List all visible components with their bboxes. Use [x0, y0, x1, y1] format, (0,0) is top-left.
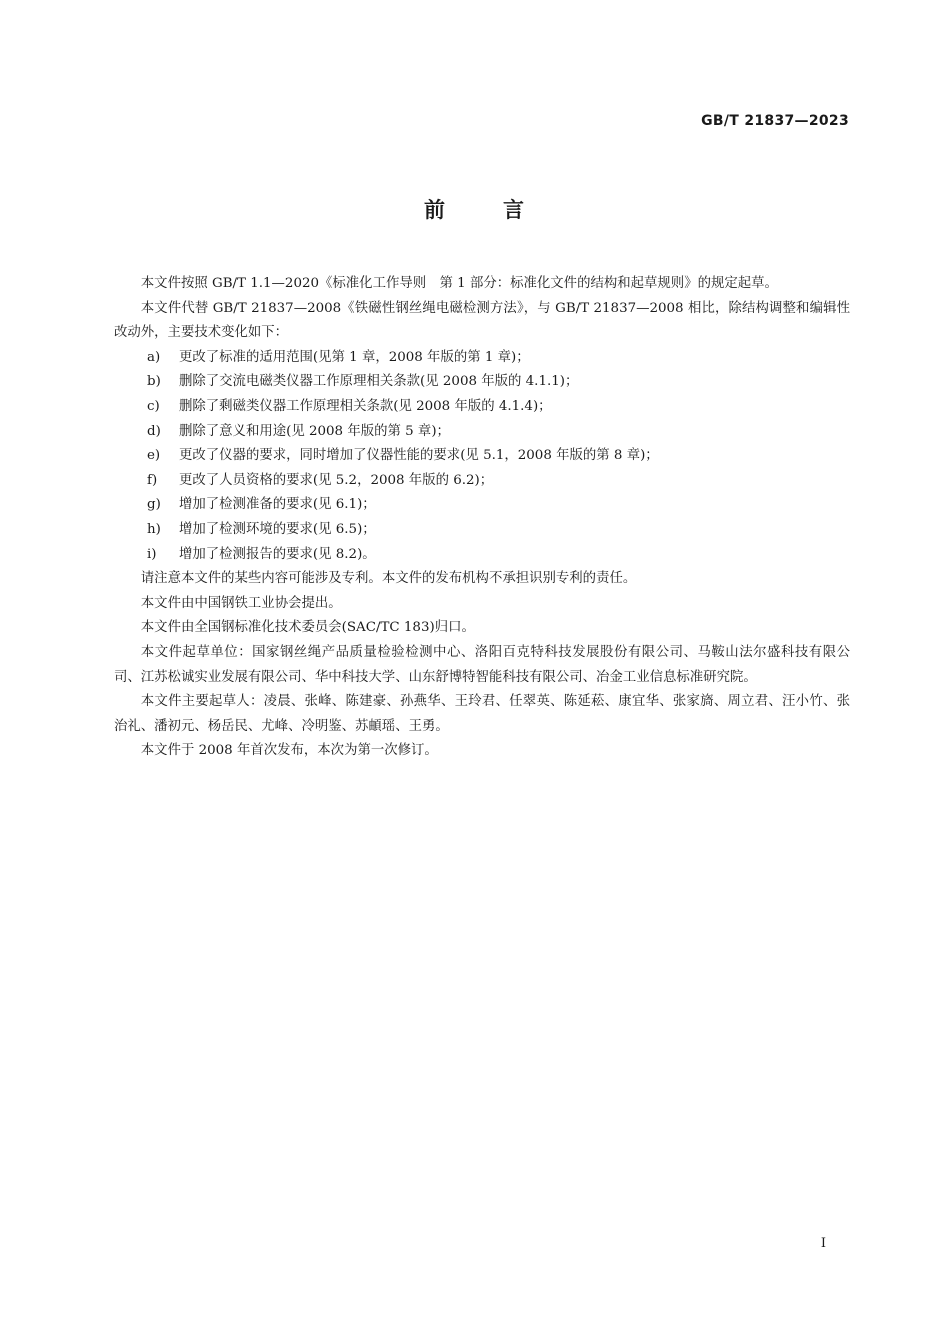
- list-marker: a): [147, 349, 161, 365]
- paragraph-drafting-rules: 本文件按照 GB/T 1.1—2020《标准化工作导则 第 1 部分：标准化文件的结构和起草规则》的规定起草。: [140, 276, 778, 291]
- page-number: I: [820, 1236, 826, 1251]
- list-marker: e): [147, 448, 161, 464]
- list-marker: i): [147, 546, 157, 562]
- list-item: [114, 370, 850, 395]
- list-marker: b): [147, 374, 161, 390]
- paragraph-patent-notice: 请注意本文件的某些内容可能涉及专利。本文件的发布机构不承担识别专利的责任。: [140, 571, 637, 587]
- changes-list: [114, 346, 850, 567]
- list-text: 删除了剩磁类仪器工作原理相关条款(见 2008 年版的 4.1.4)；: [179, 398, 552, 414]
- list-item: [114, 346, 850, 371]
- list-item: [114, 518, 850, 543]
- list-item: [114, 469, 850, 494]
- paragraph-history: 本文件于 2008 年首次发布，本次为第一次修订。: [140, 743, 438, 759]
- paragraph-replacement: 本文件代替 GB/T 21837—2008《铁磁性钢丝绳电磁检测方法》，与 GB/T 21837—2008 相比，除结构调整和编辑性改动外，主要技术变化如下：: [114, 300, 850, 341]
- paragraph-drafting-units: 本文件起草单位：国家钢丝绳产品质量检验检测中心、洛阳百克特科技发展股份有限公司、马鞍山法尔盛科技有限公司、江苏松诚实业发展有限公司、华中科技大学、山东舒博特智能科技有限公司、冶金工业信息标准研究院。: [114, 644, 850, 685]
- paragraph-drafters: 本文件主要起草人：凌晨、张峰、陈建豪、孙燕华、王玲君、任翠英、陈延菘、康宜华、张家旖、周立君、汪小竹、张治礼、潘初元、杨岳民、尤峰、冷明鉴、苏頔瑶、王勇。: [114, 694, 850, 734]
- list-marker: c): [147, 398, 160, 414]
- list-text: 更改了仪器的要求，同时增加了仪器性能的要求(见 5.1，2008 年版的第 8 章)；: [179, 448, 659, 464]
- list-item: [114, 395, 850, 420]
- title-char-2: 言: [503, 198, 526, 222]
- list-text: 删除了意义和用途(见 2008 年版的第 5 章)；: [179, 423, 450, 439]
- list-marker: d): [147, 423, 161, 439]
- list-item: [114, 493, 850, 518]
- paragraph-committee: 本文件由全国钢标准化技术委员会(SAC/TC 183)归口。: [140, 620, 475, 636]
- foreword-body: [114, 272, 850, 764]
- list-text: 增加了检测环境的要求(见 6.5)；: [179, 521, 376, 537]
- list-text: 删除了交流电磁类仪器工作原理相关条款(见 2008 年版的 4.1.1)；: [179, 374, 579, 390]
- page-title: [0, 194, 950, 224]
- list-item: [114, 420, 850, 445]
- list-text: 更改了人员资格的要求(见 5.2，2008 年版的 6.2)；: [179, 472, 494, 488]
- list-text: 更改了标准的适用范围(见第 1 章，2008 年版的第 1 章)；: [179, 349, 530, 365]
- list-text: 增加了检测准备的要求(见 6.1)；: [179, 497, 376, 513]
- title-char-1: 前: [424, 198, 447, 222]
- list-item: [114, 444, 850, 469]
- list-marker: g): [147, 497, 161, 513]
- standard-code: GB/T 21837—2023: [701, 113, 849, 129]
- list-marker: h): [147, 521, 161, 537]
- list-item: [114, 543, 850, 568]
- list-text: 增加了检测报告的要求(见 8.2)。: [179, 546, 376, 562]
- list-marker: f): [147, 472, 158, 488]
- paragraph-proposer: 本文件由中国钢铁工业协会提出。: [140, 595, 342, 611]
